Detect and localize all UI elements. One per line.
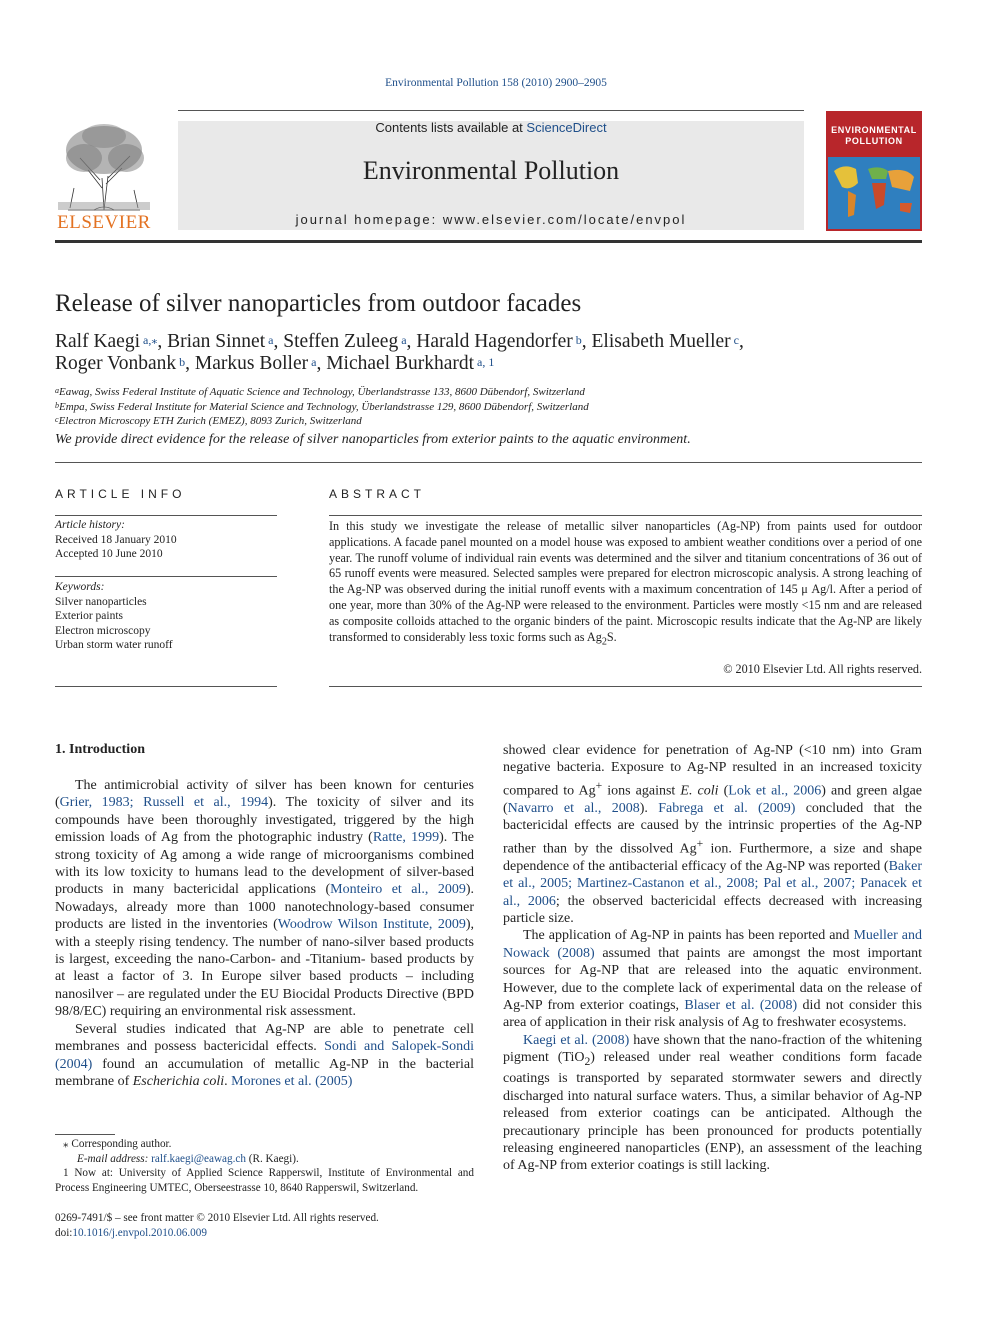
doi-link[interactable]: 10.1016/j.envpol.2010.06.009 [72, 1226, 207, 1239]
keyword-item: Exterior paints [55, 610, 124, 622]
journal-cover[interactable] [826, 111, 922, 231]
author-name[interactable]: Elisabeth Mueller [591, 331, 731, 352]
author-name[interactable]: Michael Burkhardt [326, 353, 475, 374]
article-info-bottom-rule [55, 686, 277, 687]
text-run: have shown that the nano-fraction of the whitening pigment (TiO [503, 1032, 922, 1066]
article-info-rule [55, 515, 277, 516]
text-run: Several studies indicated that Ag-NP are able to penetrate cell membranes and possess bactericidal effects. [55, 1021, 474, 1055]
author-name[interactable]: Steffen Zuleeg [283, 331, 399, 352]
history-label: Article history: [55, 519, 125, 531]
text-run: ). [639, 800, 659, 816]
abstract-bottom-rule [329, 686, 922, 687]
body-column-left [55, 777, 474, 1090]
affiliation-key: c [55, 415, 59, 424]
contents-line [178, 120, 804, 135]
doi-line [55, 1226, 379, 1241]
author-separator: , [273, 331, 284, 352]
italic-term: Escherichia coli [132, 1073, 225, 1089]
text-run: ). Nowadays, already more than 1000 nanotechnology-based consumer products are listed in the inventories ( [55, 882, 474, 933]
affiliation-key: a [55, 386, 59, 395]
abstract-body: In this study we investigate the release of metallic silver nanoparticles (Ag-NP) from paints used for outdoor applications. A facade panel mounted on a model house was exposed to ambient weather conditions over a period of one year. The runoff volume of individual rain events was determined and the silver and titanium concentrations of 36 out of 65 runoff events were measured. Selected samples were prepared for electron microscopic analysis. A strong leaching of the Ag-NP was observed during the initial runoff events with a maximum concentration of 145 μ Ag/l. After a period of one year, more than 30% of the Ag-NP were released to the environment. Particles were mostly <15 nm and are released as composite colloids attached to the organic binders of the paint. Microscopic results indicate that the Ag-NP are likely transformed to considerably less toxic forms such as Ag [329, 519, 922, 644]
text-run: ; the observed bactericidal effects decreased with increasing particle size. [503, 893, 922, 926]
subscript: 2 [584, 1055, 591, 1069]
cover-title [826, 125, 922, 147]
author-affiliation-marker[interactable]: a [398, 333, 407, 347]
footnote-rule [55, 1134, 115, 1135]
accepted-date: Accepted 10 June 2010 [55, 548, 163, 560]
corresponding-author-note: ⁎ Corresponding author. [63, 1138, 172, 1150]
world-map-icon [828, 157, 920, 229]
text-run: ) and green algae ( [503, 783, 922, 816]
author-list [55, 331, 925, 375]
header-thick-rule [55, 240, 922, 243]
text-run: ), with a steeply rising tendency. The number of nano-silver based products is largest, exceeding the nano-Carbon- and -Titanium- based products by at least a factor of 3. In Europe silver based products – including nanosilver – are regulated under the EU Biocidal Products Directive (BPD 98/8/EC) requiring an environmental risk assessment. [55, 917, 474, 1020]
article-info-heading: ARTICLE INFO [55, 487, 186, 501]
contents-prefix: Contents lists available at [375, 120, 527, 135]
author-separator: , [739, 331, 744, 352]
section-rule [55, 462, 922, 463]
citation-link[interactable]: Woodrow Wilson Institute, 2009 [277, 917, 466, 933]
article-title: Release of silver nanoparticles from outdoor facades [55, 290, 582, 317]
superscript: + [595, 778, 603, 792]
author-separator: , [316, 353, 327, 374]
superscript: + [696, 836, 704, 850]
email-suffix: (R. Kaegi). [245, 1152, 299, 1165]
issn-line: 0269-7491/$ – see front matter © 2010 Elsevier Ltd. All rights reserved. [55, 1212, 379, 1224]
abstract-heading: ABSTRACT [329, 487, 426, 501]
text-run: ions against [602, 783, 681, 799]
author-separator: , [185, 353, 195, 374]
affiliation-text: Electron Microscopy ETH Zurich (EMEZ), 8093 Zurich, Switzerland [58, 415, 362, 427]
author-separator: , [581, 331, 592, 352]
author-affiliation-marker[interactable]: a, 1 [474, 355, 495, 369]
citation-link[interactable]: Grier, 1983; Russell et al., 1994 [59, 795, 269, 811]
author-name[interactable]: Roger Vonbank [55, 353, 177, 374]
journal-title: Environmental Pollution [362, 156, 620, 185]
front-matter-info [55, 1211, 379, 1240]
text-run: ). The toxicity of silver and its compounds have been thoroughly investigated, triggered by the high emission loads of Ag from the photographic industry ( [55, 795, 474, 846]
affiliation-key: b [55, 401, 59, 410]
text-run: ( [718, 783, 729, 799]
sciencedirect-link[interactable]: ScienceDirect [526, 120, 607, 135]
italic-term: E. coli [680, 783, 719, 799]
authors-line2 [55, 353, 925, 375]
intro-paragraph-5 [503, 1032, 922, 1175]
affiliation-text: Eawag, Swiss Federal Institute of Aquatic Science and Technology, Überlandstrasse 133, 8600 Dübendorf, Switzerland [59, 386, 585, 398]
author-affiliation-marker[interactable]: b [572, 333, 582, 347]
text-run: ) released under real weather conditions form facade coatings is transported by separated stormwater sewers and directly discharged into natural surface waters. Thus, a similar behavior of Ag-NP released from exterior coatings can be anticipated. Although the precautionary principle has been pronounced for products potentially releasing engineered nanoparticles (ENP), an assessment of the leaching of Ag-NP from exterior coatings is still lacking. [503, 1050, 922, 1174]
citation-link[interactable]: Ratte, 1999 [372, 830, 440, 846]
cover-line2: POLLUTION [845, 136, 903, 146]
received-date: Received 18 January 2010 [55, 533, 177, 546]
header-rule [178, 110, 804, 111]
author-name[interactable]: Harald Hagendorfer [416, 331, 573, 352]
author-separator: , [406, 331, 417, 352]
affiliation-a [55, 386, 585, 398]
text-run: . [224, 1073, 232, 1089]
footnotes [55, 1137, 474, 1195]
keywords-rule [55, 576, 277, 577]
keywords-label: Keywords: [55, 581, 105, 593]
cover-line1: ENVIRONMENTAL [831, 125, 917, 135]
abstract-rule [329, 515, 922, 516]
abstract-subscript: 2 [601, 636, 607, 648]
article-highlight: We provide direct evidence for the release of silver nanoparticles from exterior paints to the aquatic environment. [55, 432, 691, 447]
author-name[interactable]: Markus Boller [194, 353, 309, 374]
author-affiliation-marker[interactable]: a [265, 333, 274, 347]
citation-link[interactable]: Mueller and Nowack (2008) [503, 928, 923, 961]
citation-link[interactable]: Morones et al. (2005) [231, 1073, 353, 1089]
footnote-1: 1 Now at: University of Applied Science Rapperswil, Institute of Environmental and Process Engineering UMTEC, Oberseestrasse 10, 8640 Rapperswil, Switzerland. [55, 1167, 474, 1194]
text-run: The application of Ag-NP in paints has been reported and [523, 928, 854, 944]
text-run: showed clear evidence for penetration of Ag-NP (<10 nm) into Gram negative bacteria. Exposure to Ag-NP resulted in an increased toxicity compared to Ag [503, 743, 922, 799]
keyword-item: Silver nanoparticles [55, 595, 147, 608]
text-run: did not consider this area of application in their risk analysis of Ag to freshwater ecosystems. [503, 998, 922, 1031]
keyword-item: Urban storm water runoff [55, 639, 173, 651]
intro-paragraph-3 [503, 742, 922, 927]
citation-link[interactable]: Lok et al., 2006 [728, 783, 822, 799]
keywords-block [55, 580, 173, 653]
citation-link[interactable]: Baker et al., 2005; Martinez-Castanon et al., 2008; Pal et al., 2007; Panacek et al., 2006 [503, 858, 922, 909]
citation-link[interactable]: Blaser et al. (2008) [684, 998, 798, 1013]
citation-link[interactable]: Monteiro et al., 2009 [330, 882, 466, 898]
abstract-text [329, 519, 922, 650]
introduction-heading: 1. Introduction [55, 742, 145, 757]
text-run: ion. Furthermore, a size and shape dependence of the antibacterial efficacy of the Ag-NP was reported ( [503, 841, 922, 874]
citation-link[interactable]: Kaegi et al. (2008) [523, 1032, 630, 1048]
intro-paragraph-2 [55, 1021, 474, 1091]
intro-paragraph-1 [55, 777, 474, 1021]
author-name[interactable]: Ralf Kaegi [55, 331, 141, 352]
text-run: concluded that the bactericidal effects are caused by the intrinsic properties of the Ag-NP rather than by the dissolved Ag [503, 800, 922, 857]
citation-link[interactable]: Navarro et al., 2008 [507, 800, 640, 816]
affiliation-c [55, 415, 362, 427]
citation-link[interactable]: Fabrega et al. (2009) [658, 800, 796, 816]
author-separator: , [157, 331, 168, 352]
journal-homepage[interactable]: journal homepage: www.elsevier.com/locate/envpol [295, 212, 687, 227]
text-run: found an accumulation of metallic Ag-NP in the bacterial membrane of [55, 1056, 474, 1089]
citation-link[interactable]: Sondi and Salopek-Sondi (2004) [55, 1039, 474, 1072]
abstract-tail: S. [606, 629, 617, 644]
author-email-link[interactable]: ralf.kaegi@eawag.ch [151, 1152, 246, 1165]
author-affiliation-marker[interactable]: c [730, 333, 739, 347]
affiliation-b [55, 401, 589, 413]
journal-reference[interactable]: Environmental Pollution 158 (2010) 2900–2905 [385, 77, 607, 89]
author-name[interactable]: Brian Sinnet [167, 331, 266, 352]
author-affiliation-marker[interactable]: b [176, 355, 186, 369]
text-run: ). The strong toxicity of Ag among a wide range of microorganisms combined with its low toxicity to humans lead to the development of silver-based products in many bactericidal applications ( [55, 830, 474, 898]
author-affiliation-marker[interactable]: a,⁎ [140, 333, 158, 347]
email-label: E-mail address: [77, 1152, 152, 1165]
text-run: The antimicrobial activity of silver has been known for centuries ( [55, 778, 474, 811]
doi-label: doi: [55, 1226, 73, 1239]
text-run: assumed that paints are amongst the most important sources for Ag-NP that are released into the aquatic environment. However, due to the complete lack of experimental data on the release of Ag-NP from exterior coatings, [503, 945, 922, 1013]
intro-paragraph-4 [503, 927, 922, 1031]
elsevier-wordmark: ELSEVIER [57, 212, 151, 233]
email-note [55, 1152, 474, 1167]
affiliation-text: Empa, Swiss Federal Institute for Material Science and Technology, Überlandstrasse 129, 8600 Dübendorf, Switzerland [59, 401, 589, 413]
body-column-right [503, 742, 922, 1175]
article-history [55, 518, 177, 562]
abstract-copyright: © 2010 Elsevier Ltd. All rights reserved. [723, 662, 922, 676]
author-affiliation-marker[interactable]: a [308, 355, 317, 369]
authors-line1 [55, 331, 925, 353]
keyword-item: Electron microscopy [55, 624, 151, 637]
